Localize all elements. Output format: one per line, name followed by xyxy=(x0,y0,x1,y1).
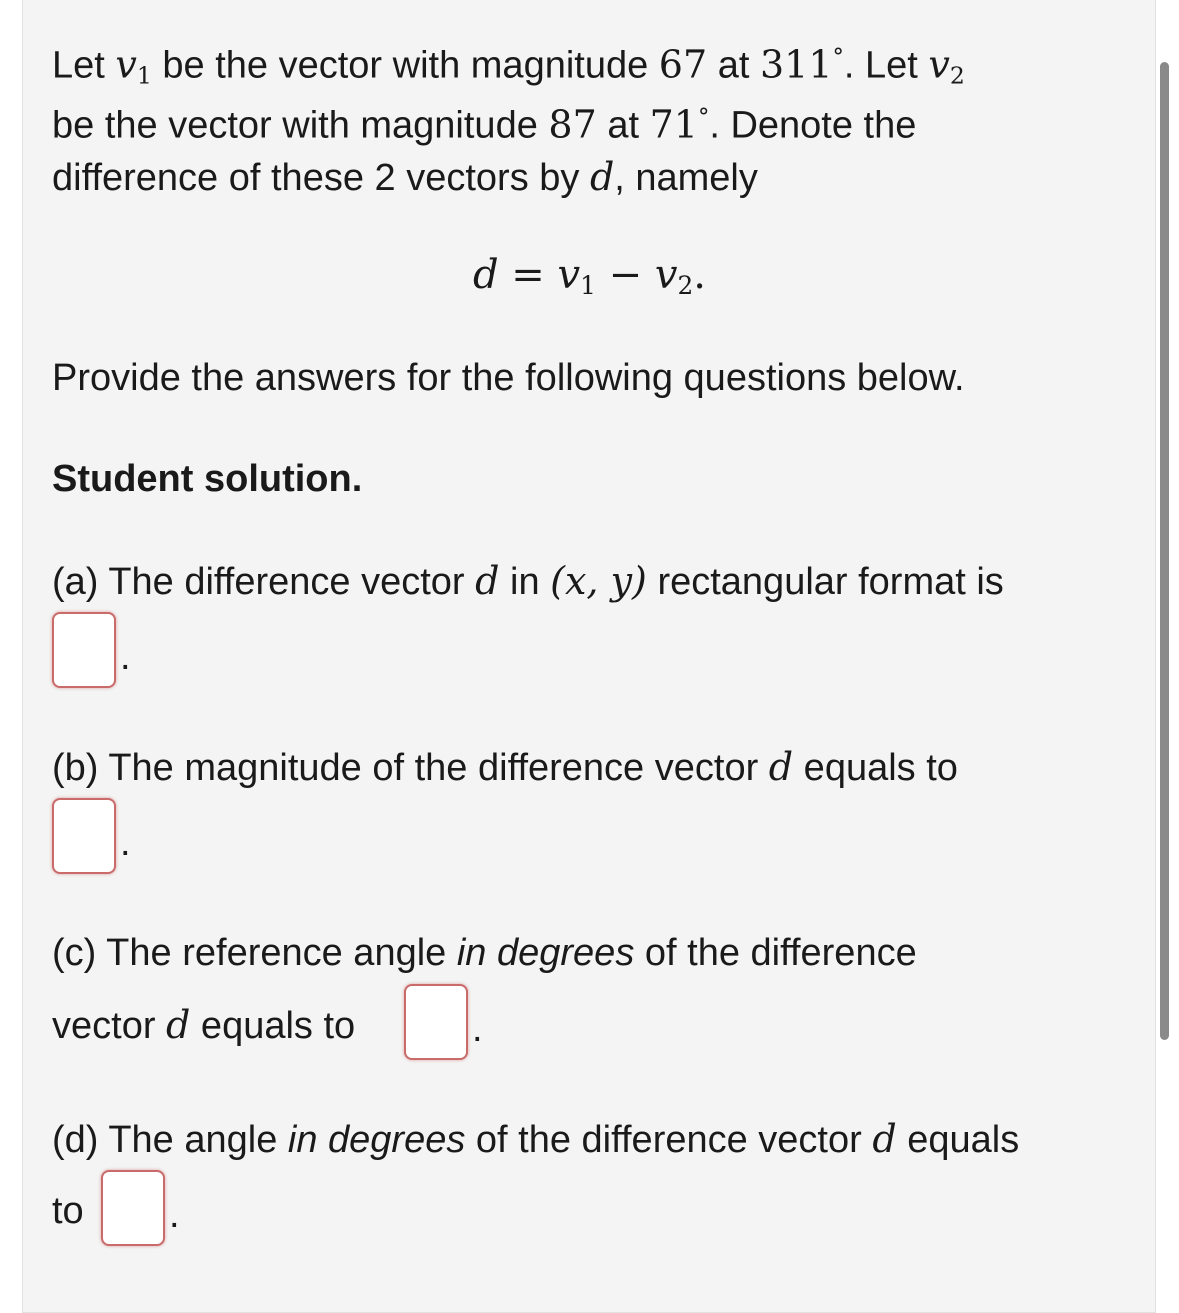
period-d: . xyxy=(169,1194,180,1236)
problem-line-2: be the vector with magnitude 87 at 71°. Denote the xyxy=(52,102,917,147)
solution-heading: Student solution. xyxy=(52,458,363,500)
answer-d-input[interactable] xyxy=(101,1170,165,1246)
difference-equation: $d = v_1 - v_2$. xyxy=(472,252,706,301)
period-b: . xyxy=(120,822,131,864)
problem-line-3: difference of these 2 vectors by d, namely xyxy=(52,155,758,199)
question-d-text: (d) The angle in degrees of the difference vector d equals xyxy=(52,1117,1020,1161)
scrollbar[interactable] xyxy=(1160,62,1169,1040)
problem-line-1: Let $v_1$ be the vector with magnitude 67 at 311°. Let $v_2$ xyxy=(52,42,965,90)
answer-b-input[interactable] xyxy=(52,798,116,874)
question-c-line-2: vector d equals to xyxy=(52,1003,356,1047)
answer-a-input[interactable] xyxy=(52,612,116,688)
question-d-line-2: to xyxy=(52,1190,84,1232)
question-b-text: (b) The magnitude of the difference vector d equals to xyxy=(52,745,958,789)
question-a-text: (a) The difference vector d in (x, y) rectangular format is xyxy=(52,559,1004,603)
answer-c-input[interactable] xyxy=(404,984,468,1060)
period-c: . xyxy=(472,1008,483,1050)
question-c-text: (c) The reference angle in degrees of the difference xyxy=(52,932,917,974)
period-a: . xyxy=(120,636,131,678)
instructions: Provide the answers for the following questions below. xyxy=(52,357,965,399)
